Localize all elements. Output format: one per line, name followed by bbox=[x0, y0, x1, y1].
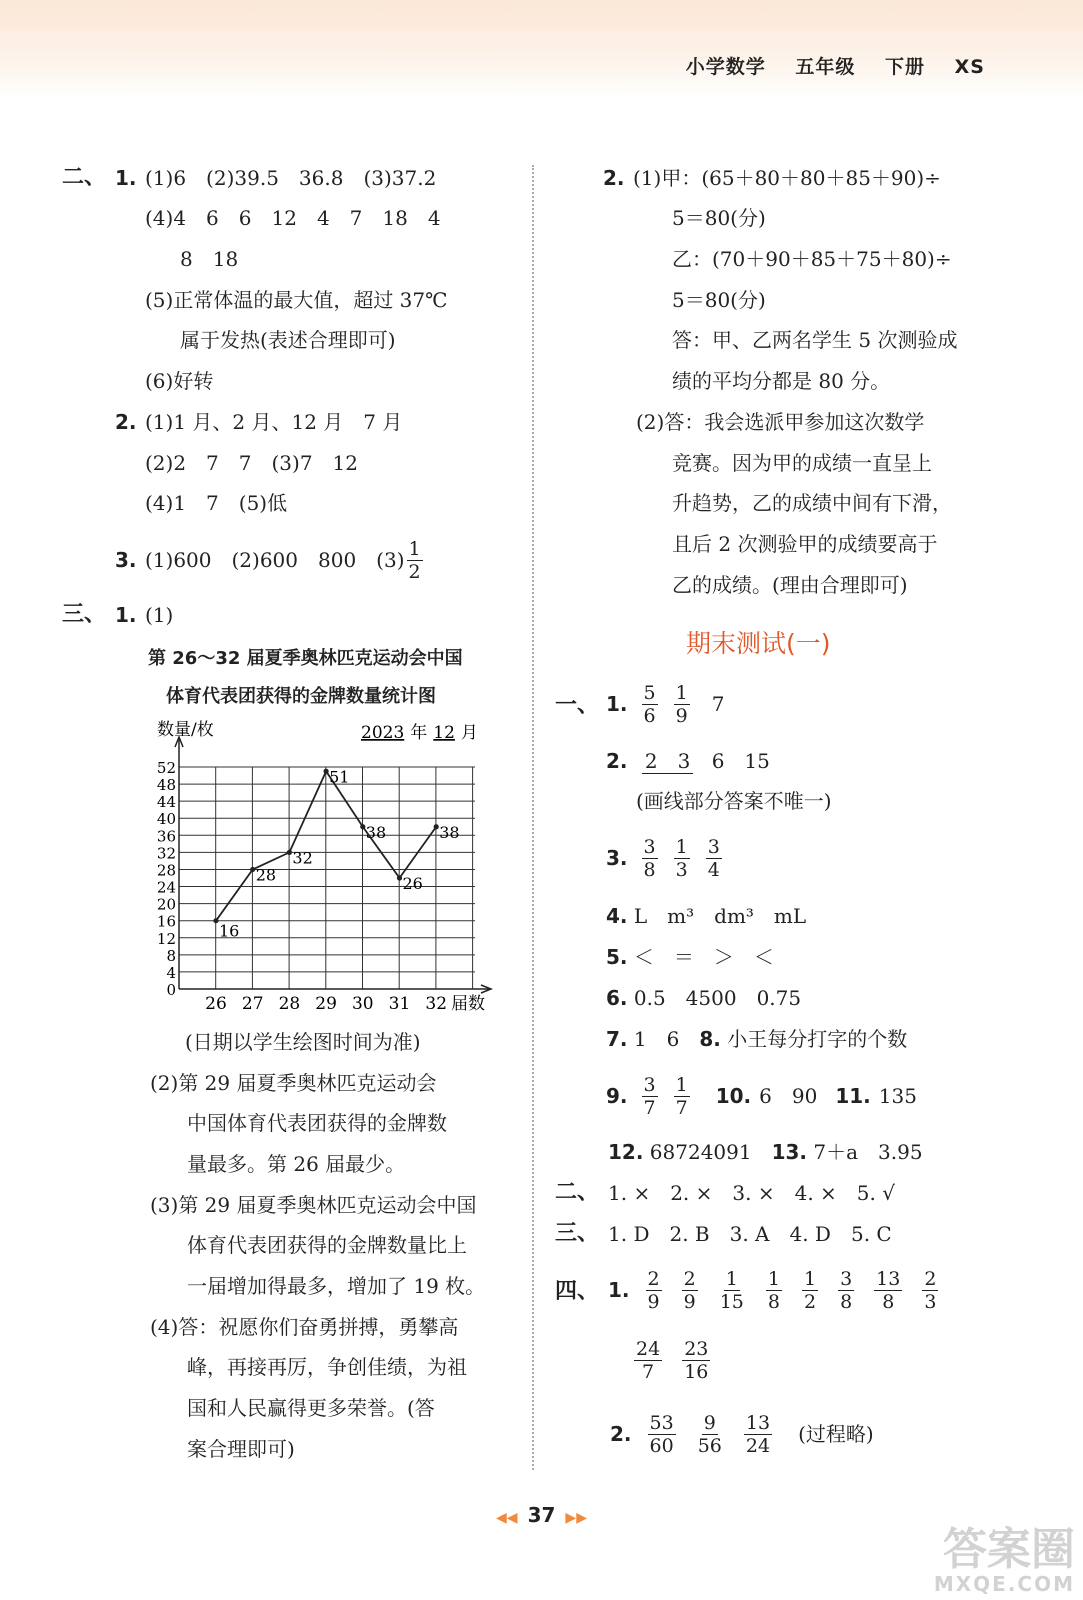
answer-text: 6 15 bbox=[711, 749, 770, 773]
data-label: 38 bbox=[439, 822, 460, 842]
y-tick-label: 48 bbox=[156, 776, 176, 795]
numerator: 23 bbox=[684, 1337, 709, 1360]
answer-line: 乙的成绩。(理由合理即可) bbox=[672, 573, 908, 597]
page-header bbox=[0, 0, 1083, 100]
denominator: 7 bbox=[643, 1096, 656, 1119]
q3-number: 3. bbox=[115, 548, 137, 572]
y-axis-label: 数量/枚 bbox=[157, 720, 214, 740]
item-number: 3. bbox=[606, 846, 628, 870]
answer-line: (4)4 6 6 12 4 7 18 4 bbox=[145, 206, 441, 230]
fraction bbox=[874, 1268, 902, 1313]
exam-title: 期末测试(一) bbox=[686, 629, 831, 658]
numerator: 9 bbox=[703, 1411, 716, 1434]
answer-line: 5＝80(分) bbox=[672, 206, 766, 230]
answer-text: L m³ dm³ mL bbox=[633, 904, 807, 928]
data-point bbox=[287, 850, 292, 855]
fraction bbox=[674, 836, 690, 881]
x-tick-label: 29 bbox=[315, 994, 337, 1014]
answer-line: 1. D 2. B 3. A 4. D 5. C bbox=[608, 1222, 892, 1246]
answer-text: 2 bbox=[644, 749, 658, 773]
answer-line: (1) bbox=[145, 603, 174, 627]
answer-line: 峰，再接再厉，争创佳绩，为祖 bbox=[187, 1355, 467, 1379]
line-chart bbox=[145, 715, 525, 1025]
fraction bbox=[838, 1268, 854, 1313]
date-month: 12 bbox=[433, 723, 455, 743]
answer-line: 中国体育代表团获得的金牌数 bbox=[187, 1111, 447, 1135]
answer-note: (画线部分答案不唯一) bbox=[636, 789, 832, 813]
answer-text: 7＋a 3.95 bbox=[813, 1140, 923, 1164]
y-tick-label: 28 bbox=[156, 861, 176, 880]
answer-text: 135 bbox=[878, 1084, 917, 1108]
answer-line: 案合理即可) bbox=[187, 1437, 295, 1461]
answer-line bbox=[610, 1408, 874, 1460]
x-tick-label: 31 bbox=[388, 994, 411, 1014]
numerator: 24 bbox=[636, 1337, 661, 1360]
answer-line bbox=[606, 986, 801, 1010]
watermark-url: MXQE.COM bbox=[933, 1572, 1075, 1596]
fraction bbox=[642, 1074, 658, 1119]
denominator: 24 bbox=[745, 1434, 771, 1457]
y-tick-label: 36 bbox=[156, 827, 176, 846]
fraction bbox=[642, 682, 658, 727]
denominator: 9 bbox=[683, 1290, 696, 1313]
denominator: 2 bbox=[408, 560, 421, 583]
answer-line bbox=[606, 749, 770, 773]
section-3-mark: 三、 bbox=[62, 602, 107, 627]
denominator: 3 bbox=[675, 858, 688, 881]
x-tick-label: 28 bbox=[278, 994, 301, 1014]
watermark-main: 答案圈 bbox=[943, 1524, 1075, 1575]
answer-line: 国和人民赢得更多荣誉。(答 bbox=[187, 1396, 435, 1420]
denominator: 2 bbox=[803, 1290, 817, 1313]
section-2-mark: 二、 bbox=[62, 165, 107, 190]
answer-text: 6 90 bbox=[759, 1084, 818, 1108]
page-number: 37 bbox=[527, 1503, 556, 1527]
header-text bbox=[664, 52, 985, 79]
chart-title: 第 26～32 届夏季奥林匹克运动会中国 bbox=[148, 648, 463, 669]
data-label: 26 bbox=[402, 874, 423, 893]
fraction bbox=[744, 1412, 772, 1457]
data-point bbox=[397, 875, 402, 880]
answer-line: (1)6 (2)39.5 36.8 (3)37.2 bbox=[145, 166, 437, 190]
fraction-row bbox=[638, 1412, 783, 1457]
item-number: 1. bbox=[606, 692, 628, 716]
denominator: 8 bbox=[840, 1290, 853, 1313]
answer-line bbox=[145, 534, 431, 586]
fraction bbox=[407, 538, 423, 583]
answer-text: 7 bbox=[711, 692, 725, 716]
numerator: 3 bbox=[707, 835, 720, 858]
underlined-answer bbox=[642, 749, 693, 774]
answer-line bbox=[606, 945, 774, 969]
answer-text: 1 6 bbox=[633, 1027, 680, 1051]
y-tick-label: 24 bbox=[156, 878, 176, 897]
answer-line: (2)2 7 7 (3)7 12 bbox=[145, 451, 359, 475]
date-year-unit: 年 bbox=[410, 723, 428, 743]
answer-line: 绩的平均分都是 80 分。 bbox=[672, 369, 891, 393]
fraction-row bbox=[624, 1338, 720, 1383]
answer-line bbox=[608, 1140, 923, 1164]
answer-line: 且后 2 次测验甲的成绩要高于 bbox=[672, 532, 938, 556]
denominator: 9 bbox=[647, 1290, 660, 1313]
denominator: 60 bbox=[649, 1434, 674, 1457]
fraction bbox=[648, 1412, 676, 1457]
item-number: 7. bbox=[606, 1027, 628, 1051]
numerator: 2 bbox=[924, 1267, 937, 1290]
answer-line: 5＝80(分) bbox=[672, 288, 766, 312]
answer-text: (1)600 (2)600 800 (3) bbox=[145, 548, 405, 572]
q1-number: 1. bbox=[115, 166, 137, 190]
y-tick-label: 16 bbox=[156, 912, 176, 931]
answer-line: 一届增加得最多，增加了 19 枚。 bbox=[187, 1274, 486, 1298]
numerator: 1 bbox=[725, 1267, 738, 1290]
section-3-mark: 三、 bbox=[555, 1221, 600, 1246]
denominator: 3 bbox=[924, 1290, 937, 1313]
item-number: 9. bbox=[606, 1084, 628, 1108]
y-tick-label: 4 bbox=[166, 963, 176, 982]
fraction bbox=[766, 1268, 782, 1313]
denominator: 7 bbox=[675, 1096, 688, 1119]
answer-line: (6)好转 bbox=[145, 369, 214, 393]
data-point bbox=[250, 867, 255, 872]
data-point bbox=[213, 918, 218, 923]
chart-subtitle: 体育代表团获得的金牌数量统计图 bbox=[166, 686, 436, 707]
denominator: 4 bbox=[707, 858, 720, 881]
section-1-mark: 一、 bbox=[555, 693, 600, 718]
y-tick-label: 52 bbox=[156, 759, 176, 777]
answer-text: 3 bbox=[677, 749, 691, 773]
answer-line bbox=[606, 832, 730, 884]
x-tick-label: 26 bbox=[205, 994, 227, 1014]
answer-line: (5)正常体温的最大值，超过 37℃ bbox=[145, 288, 448, 312]
chart-grid bbox=[179, 767, 475, 989]
y-tick-label: 20 bbox=[156, 895, 176, 914]
numerator: 1 bbox=[675, 835, 688, 858]
item-number: 12. bbox=[608, 1140, 644, 1164]
fraction bbox=[922, 1268, 938, 1313]
denominator: 8 bbox=[767, 1290, 780, 1313]
header-edition: XS bbox=[954, 56, 985, 78]
answer-line: (4)答：祝愿你们奋勇拼搏，勇攀高 bbox=[150, 1315, 459, 1339]
section-4-mark: 四、 bbox=[555, 1279, 600, 1304]
y-tick-label: 12 bbox=[156, 929, 176, 948]
fraction bbox=[634, 1338, 662, 1383]
fraction bbox=[642, 836, 658, 881]
denominator: 9 bbox=[675, 704, 688, 727]
answer-line: 8 18 bbox=[180, 247, 239, 271]
numerator: 1 bbox=[675, 681, 688, 704]
data-point bbox=[434, 824, 439, 829]
fraction bbox=[682, 1268, 698, 1313]
item-number: 4. bbox=[606, 904, 628, 928]
answer-line: 乙：(70＋90＋85＋75＋80)÷ bbox=[672, 247, 952, 271]
answer-line: 答：甲、乙两名学生 5 次测验成 bbox=[672, 328, 958, 352]
numerator: 1 bbox=[675, 1073, 688, 1096]
numerator: 53 bbox=[649, 1411, 674, 1434]
answer-line: (1)1 月、2 月、12 月 7 月 bbox=[145, 410, 403, 434]
header-grade: 五年级 bbox=[795, 56, 856, 78]
x-tick-label: 30 bbox=[351, 994, 374, 1014]
next-page-icon: ▶▶ bbox=[565, 1510, 587, 1526]
data-label: 38 bbox=[365, 822, 387, 842]
denominator: 15 bbox=[719, 1290, 744, 1313]
data-point bbox=[360, 824, 365, 829]
denominator: 16 bbox=[684, 1360, 709, 1383]
y-tick-label: 40 bbox=[156, 810, 176, 829]
item-number: 13. bbox=[771, 1140, 808, 1164]
item-number: 2. bbox=[610, 1422, 632, 1446]
answer-line bbox=[606, 1070, 917, 1122]
item-number: 1. bbox=[608, 1278, 630, 1302]
item-number: 8. bbox=[699, 1027, 721, 1051]
numerator: 13 bbox=[745, 1411, 771, 1434]
chart-date bbox=[361, 722, 478, 743]
column-divider bbox=[532, 165, 534, 1470]
numerator: 3 bbox=[643, 835, 656, 858]
fraction bbox=[706, 836, 722, 881]
answer-line bbox=[606, 678, 724, 730]
data-label: 32 bbox=[292, 848, 313, 868]
header-volume: 下册 bbox=[885, 56, 926, 78]
item-number: 11. bbox=[835, 1084, 871, 1108]
s3-q1-number: 1. bbox=[115, 603, 137, 627]
fraction bbox=[674, 682, 690, 727]
r-q2-number: 2. bbox=[603, 166, 625, 190]
page-footer bbox=[0, 1503, 1083, 1527]
date-month-unit: 月 bbox=[460, 723, 478, 743]
x-tick-label: 32 bbox=[425, 994, 448, 1014]
q2-number: 2. bbox=[115, 410, 137, 434]
data-label: 28 bbox=[255, 865, 277, 885]
chart-series bbox=[213, 767, 459, 940]
denominator: 6 bbox=[643, 704, 656, 727]
numerator: 3 bbox=[840, 1267, 853, 1290]
data-label: 16 bbox=[219, 921, 240, 941]
numerator: 1 bbox=[803, 1267, 817, 1290]
denominator: 8 bbox=[882, 1290, 895, 1313]
numerator: 2 bbox=[683, 1267, 696, 1290]
answer-line: 升趋势，乙的成绩中间有下滑， bbox=[672, 491, 952, 515]
date-year: 2023 bbox=[361, 723, 405, 743]
fraction bbox=[682, 1338, 710, 1383]
answer-text: 68724091 bbox=[649, 1140, 752, 1164]
numerator: 1 bbox=[767, 1267, 780, 1290]
numerator: 3 bbox=[643, 1073, 656, 1096]
answer-line: 属于发热(表述合理即可) bbox=[180, 328, 396, 352]
y-tick-label: 32 bbox=[156, 844, 176, 863]
numerator: 1 bbox=[408, 537, 421, 560]
answer-line: (2)第 29 届夏季奥林匹克运动会 bbox=[150, 1071, 437, 1095]
answer-text: 小王每分打字的个数 bbox=[727, 1027, 908, 1051]
fraction bbox=[802, 1268, 818, 1313]
header-subject: 小学数学 bbox=[685, 56, 766, 78]
denominator: 56 bbox=[697, 1434, 722, 1457]
fraction-row bbox=[636, 1268, 949, 1313]
y-tick-label: 44 bbox=[156, 793, 176, 812]
numerator: 13 bbox=[876, 1267, 901, 1290]
section-2-mark: 二、 bbox=[555, 1180, 600, 1205]
answer-line: 量最多。第 26 届最少。 bbox=[187, 1152, 406, 1176]
answer-line: 体育代表团获得的金牌数量比上 bbox=[187, 1233, 467, 1257]
answer-line: 1. × 2. × 3. × 4. × 5. √ bbox=[608, 1181, 895, 1205]
fraction bbox=[696, 1412, 724, 1457]
item-number: 10. bbox=[715, 1084, 752, 1108]
denominator: 7 bbox=[642, 1360, 655, 1383]
watermark-logo bbox=[933, 1524, 1075, 1596]
answer-line: (3)第 29 届夏季奥林匹克运动会中国 bbox=[150, 1193, 477, 1217]
x-axis-label: 届数 bbox=[451, 994, 485, 1014]
answer-text: 0.5 4500 0.75 bbox=[633, 986, 802, 1010]
x-tick-label: 27 bbox=[241, 994, 264, 1014]
prev-page-icon: ◀◀ bbox=[496, 1510, 518, 1526]
denominator: 8 bbox=[643, 858, 656, 881]
answer-line bbox=[606, 904, 806, 928]
answer-line: (1)甲：(65＋80＋80＋85＋90)÷ bbox=[633, 166, 941, 190]
answer-text: ＜ ＝ ＞ ＜ bbox=[633, 945, 774, 969]
numerator: 5 bbox=[643, 681, 656, 704]
answer-line bbox=[608, 1264, 948, 1316]
numerator: 2 bbox=[647, 1267, 660, 1290]
answer-line: (2)答：我会选派甲参加这次数学 bbox=[636, 410, 925, 434]
fraction bbox=[646, 1268, 662, 1313]
answer-text: (过程略) bbox=[798, 1422, 874, 1446]
item-number: 2. bbox=[606, 749, 628, 773]
data-label: 51 bbox=[329, 767, 350, 787]
answer-line bbox=[606, 1027, 907, 1051]
fraction bbox=[674, 1074, 690, 1119]
answer-line: (日期以学生绘图时间为准) bbox=[185, 1030, 421, 1054]
fraction bbox=[718, 1268, 746, 1313]
y-tick-label: 0 bbox=[166, 981, 176, 999]
answer-line: (4)1 7 (5)低 bbox=[145, 491, 288, 515]
item-number: 5. bbox=[606, 945, 628, 969]
answer-line bbox=[624, 1334, 720, 1386]
item-number: 6. bbox=[606, 986, 628, 1010]
answer-line: 竞赛。因为甲的成绩一直呈上 bbox=[672, 451, 932, 475]
y-tick-label: 8 bbox=[166, 946, 176, 965]
data-point bbox=[324, 769, 329, 774]
